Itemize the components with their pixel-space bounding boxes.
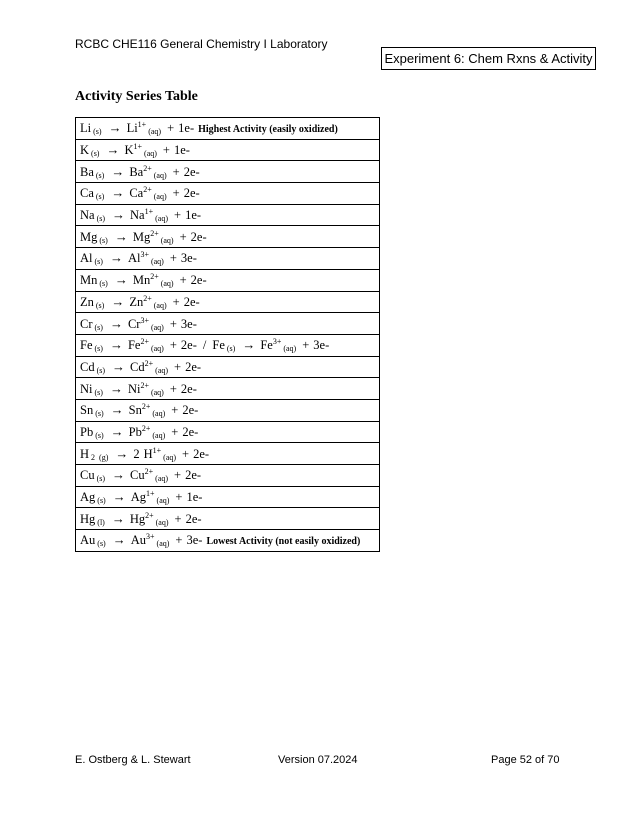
reaction-arrow: → bbox=[111, 293, 125, 309]
ion-charge: 3+ bbox=[146, 532, 155, 542]
ion-symbol: Na bbox=[130, 208, 145, 223]
reaction-arrow: → bbox=[109, 250, 123, 266]
footer-authors: E. Ostberg & L. Stewart bbox=[75, 754, 191, 766]
section-title: Activity Series Table bbox=[75, 89, 198, 104]
ion-symbol: Sn bbox=[128, 403, 142, 418]
state-label: (s) bbox=[93, 127, 102, 137]
table-row bbox=[76, 443, 380, 465]
activity-note: Lowest Activity (not easily oxidized) bbox=[206, 536, 361, 548]
state-label: (s) bbox=[95, 300, 105, 310]
plus-sign: + bbox=[169, 381, 177, 396]
half-reaction-cell bbox=[76, 443, 380, 465]
plus-sign: + bbox=[174, 359, 182, 374]
electrons: 1e- bbox=[173, 143, 190, 158]
ion-symbol: Mg bbox=[132, 229, 151, 244]
electrons: 1e- bbox=[178, 121, 195, 136]
ion-symbol: Cr bbox=[127, 316, 141, 331]
plus-sign: + bbox=[167, 121, 175, 136]
element-symbol: Cd bbox=[80, 359, 95, 374]
plus-sign: + bbox=[175, 490, 183, 505]
half-reaction-cell bbox=[76, 399, 380, 421]
state-label: (s) bbox=[99, 235, 108, 245]
aqueous-label: (aq) bbox=[156, 496, 170, 506]
plus-sign: + bbox=[171, 424, 179, 439]
reaction-arrow: → bbox=[109, 315, 123, 331]
table-row bbox=[76, 269, 380, 291]
ion-charge: 3+ bbox=[140, 250, 149, 260]
ion-charge: 2+ bbox=[143, 185, 152, 195]
electrons: 3e- bbox=[186, 533, 203, 548]
ion-symbol: Pb bbox=[128, 424, 142, 439]
aqueous-label: (aq) bbox=[144, 149, 157, 159]
aqueous-label: (aq) bbox=[163, 452, 177, 462]
course-title: RCBC CHE116 General Chemistry I Laboratory bbox=[75, 37, 328, 51]
state-label: (s) bbox=[96, 365, 106, 375]
aqueous-label: (aq) bbox=[155, 214, 169, 224]
state-label: (s) bbox=[96, 474, 106, 484]
state-label: (s) bbox=[99, 279, 108, 289]
footer-page: Page 52 of 70 bbox=[491, 754, 560, 766]
reaction-arrow: → bbox=[114, 228, 128, 244]
reaction-arrow: → bbox=[109, 337, 123, 353]
half-reaction-cell bbox=[76, 356, 380, 378]
table-row bbox=[76, 139, 380, 161]
electrons: 2e- bbox=[190, 229, 207, 244]
half-reaction-cell bbox=[76, 226, 380, 248]
half-reaction-cell bbox=[76, 508, 380, 530]
element-symbol: Li bbox=[80, 121, 92, 136]
experiment-title: Experiment 6: Chem Rxns & Activity bbox=[384, 51, 593, 66]
ion-symbol: Cu bbox=[130, 468, 145, 483]
reaction-arrow: → bbox=[108, 120, 122, 136]
electrons: 2e- bbox=[180, 381, 197, 396]
plus-sign: + bbox=[172, 164, 180, 179]
half-reaction-cell bbox=[76, 248, 380, 270]
table-row bbox=[76, 248, 380, 270]
element-symbol: Cr bbox=[80, 316, 93, 331]
plus-sign: + bbox=[174, 468, 182, 483]
half-reaction-cell bbox=[76, 269, 380, 291]
table-row bbox=[76, 161, 380, 183]
electrons: 2e- bbox=[185, 468, 202, 483]
table-row bbox=[76, 530, 380, 552]
ion-symbol: Ca bbox=[129, 186, 144, 201]
reaction-arrow: → bbox=[242, 337, 256, 353]
ion-symbol: Zn bbox=[129, 294, 144, 309]
ion-charge: 2+ bbox=[150, 272, 159, 282]
reaction-arrow: → bbox=[109, 380, 123, 396]
element-symbol: K bbox=[80, 143, 90, 158]
table-row bbox=[76, 226, 380, 248]
ion-charge: 1+ bbox=[152, 445, 162, 455]
element-symbol: Fe bbox=[212, 338, 225, 353]
table-row bbox=[76, 183, 380, 205]
ion-symbol: Ag bbox=[130, 490, 147, 505]
ion-symbol: K bbox=[124, 143, 134, 158]
table-row bbox=[76, 399, 380, 421]
aqueous-label: (aq) bbox=[150, 387, 164, 397]
electrons: 2e- bbox=[190, 273, 207, 288]
element-subscript: 2 bbox=[91, 452, 96, 462]
plus-sign: + bbox=[172, 186, 180, 201]
electrons: 2e- bbox=[180, 338, 197, 353]
ion-symbol: Mn bbox=[132, 273, 151, 288]
reaction-arrow: → bbox=[111, 163, 125, 179]
aqueous-label: (aq) bbox=[160, 235, 174, 245]
state-label: (s) bbox=[94, 344, 103, 354]
ion-charge: 2+ bbox=[145, 510, 154, 520]
ion-symbol: Fe bbox=[260, 338, 273, 353]
electrons: 2e- bbox=[182, 424, 199, 439]
state-label: (s) bbox=[95, 409, 104, 419]
plus-sign: + bbox=[174, 208, 182, 223]
reaction-arrow: → bbox=[110, 423, 124, 439]
half-reaction-cell bbox=[76, 118, 380, 140]
plus-sign: + bbox=[174, 511, 182, 526]
ion-charge: 1+ bbox=[133, 142, 143, 152]
experiment-title-box bbox=[381, 47, 596, 70]
ion-symbol: Al bbox=[127, 251, 141, 266]
half-reaction-cell bbox=[76, 183, 380, 205]
ion-charge: 2+ bbox=[140, 380, 149, 390]
aqueous-label: (aq) bbox=[155, 474, 169, 484]
plus-sign: + bbox=[175, 533, 183, 548]
ion-symbol: Ba bbox=[129, 164, 144, 179]
element-symbol: Zn bbox=[80, 294, 94, 309]
table-row bbox=[76, 204, 380, 226]
element-symbol: Cu bbox=[80, 468, 95, 483]
aqueous-label: (aq) bbox=[152, 409, 166, 419]
plus-sign: + bbox=[169, 316, 177, 331]
plus-sign: + bbox=[169, 251, 177, 266]
element-symbol: H bbox=[80, 446, 90, 461]
plus-sign: + bbox=[179, 273, 187, 288]
activity-series-table bbox=[75, 117, 380, 552]
plus-sign: + bbox=[162, 143, 170, 158]
half-reaction-cell bbox=[76, 530, 380, 552]
ion-charge: 2+ bbox=[143, 293, 152, 303]
element-symbol: Hg bbox=[80, 511, 96, 526]
electrons: 2e- bbox=[185, 511, 202, 526]
ion-charge: 1+ bbox=[144, 207, 154, 217]
aqueous-label: (aq) bbox=[160, 279, 174, 289]
table-row bbox=[76, 356, 380, 378]
aqueous-label: (aq) bbox=[155, 517, 169, 527]
half-reaction-cell bbox=[76, 204, 380, 226]
element-symbol: Au bbox=[80, 533, 96, 548]
electrons: 3e- bbox=[180, 251, 197, 266]
aqueous-label: (aq) bbox=[153, 300, 167, 310]
plus-sign: + bbox=[171, 403, 179, 418]
reaction-arrow: → bbox=[112, 489, 126, 505]
ion-charge: 2+ bbox=[144, 467, 154, 477]
state-label: (s) bbox=[226, 344, 236, 354]
reaction-arrow: → bbox=[114, 272, 128, 288]
state-label: (s) bbox=[97, 539, 106, 549]
table-row bbox=[76, 421, 380, 443]
reaction-arrow: → bbox=[112, 358, 126, 374]
element-symbol: Mg bbox=[80, 229, 98, 244]
ion-symbol: H bbox=[143, 446, 153, 461]
element-symbol: Ag bbox=[80, 490, 96, 505]
half-reaction-cell bbox=[76, 465, 380, 487]
state-label: (g) bbox=[99, 452, 109, 462]
electrons: 3e- bbox=[180, 316, 197, 331]
state-label: (s) bbox=[95, 192, 105, 202]
half-reaction-cell bbox=[76, 334, 380, 356]
state-label: (s) bbox=[94, 322, 103, 332]
element-symbol: Al bbox=[80, 251, 93, 266]
aqueous-label: (aq) bbox=[152, 430, 166, 440]
electrons: 2e- bbox=[182, 403, 199, 418]
ion-charge: 2+ bbox=[141, 402, 151, 412]
state-label: (s) bbox=[94, 257, 103, 267]
plus-sign: + bbox=[169, 338, 177, 353]
electrons: 3e- bbox=[313, 338, 330, 353]
reaction-arrow: → bbox=[112, 207, 126, 223]
electrons: 1e- bbox=[186, 490, 203, 505]
state-label: (s) bbox=[94, 387, 103, 397]
electrons: 1e- bbox=[185, 208, 202, 223]
ion-charge: 1+ bbox=[146, 489, 155, 499]
electrons: 2e- bbox=[185, 359, 202, 374]
electrons: 2e- bbox=[193, 446, 210, 461]
table-row bbox=[76, 118, 380, 140]
ion-charge: 3+ bbox=[272, 337, 282, 347]
reaction-arrow: → bbox=[112, 467, 126, 483]
half-reaction-cell bbox=[76, 313, 380, 335]
reaction-arrow: → bbox=[106, 142, 120, 158]
table-row bbox=[76, 313, 380, 335]
half-reaction-cell bbox=[76, 378, 380, 400]
ion-charge: 3+ bbox=[140, 315, 149, 325]
element-symbol: Ba bbox=[80, 164, 94, 179]
table-row bbox=[76, 465, 380, 487]
table-row bbox=[76, 508, 380, 530]
aqueous-label: (aq) bbox=[150, 344, 164, 354]
coefficient: 2 bbox=[133, 446, 140, 461]
aqueous-label: (aq) bbox=[155, 365, 169, 375]
ion-charge: 2+ bbox=[140, 337, 149, 347]
state-label: (s) bbox=[91, 149, 100, 159]
element-symbol: Sn bbox=[80, 403, 94, 418]
half-reaction-cell bbox=[76, 291, 380, 313]
aqueous-label: (aq) bbox=[153, 192, 167, 202]
ion-symbol: Hg bbox=[129, 511, 146, 526]
table-row bbox=[76, 334, 380, 356]
plus-sign: + bbox=[182, 446, 190, 461]
aqueous-label: (aq) bbox=[148, 127, 162, 137]
element-symbol: Fe bbox=[80, 338, 93, 353]
element-symbol: Na bbox=[80, 208, 95, 223]
aqueous-label: (aq) bbox=[283, 344, 297, 354]
element-symbol: Ni bbox=[80, 381, 93, 396]
reaction-arrow: → bbox=[115, 445, 129, 461]
ion-charge: 2+ bbox=[141, 423, 151, 433]
half-reaction-cell bbox=[76, 486, 380, 508]
electrons: 2e- bbox=[183, 164, 200, 179]
ion-charge: 1+ bbox=[137, 120, 147, 130]
ion-symbol: Li bbox=[126, 121, 138, 136]
ion-symbol: Ni bbox=[127, 381, 141, 396]
reaction-arrow: → bbox=[111, 185, 125, 201]
table-row bbox=[76, 291, 380, 313]
plus-sign: + bbox=[172, 294, 180, 309]
reaction-arrow: → bbox=[112, 532, 126, 548]
half-reaction-cell bbox=[76, 421, 380, 443]
ion-charge: 2+ bbox=[143, 163, 152, 173]
state-label: (s) bbox=[97, 496, 106, 506]
aqueous-label: (aq) bbox=[153, 170, 167, 180]
ion-charge: 2+ bbox=[150, 228, 159, 238]
aqueous-label: (aq) bbox=[150, 257, 164, 267]
separator: / bbox=[202, 338, 207, 353]
element-symbol: Mn bbox=[80, 273, 98, 288]
reaction-arrow: → bbox=[111, 510, 125, 526]
ion-symbol: Au bbox=[130, 533, 147, 548]
footer-version: Version 07.2024 bbox=[278, 754, 358, 766]
plus-sign: + bbox=[179, 229, 187, 244]
table-row bbox=[76, 486, 380, 508]
element-symbol: Ca bbox=[80, 186, 94, 201]
ion-charge: 2+ bbox=[144, 358, 154, 368]
state-label: (s) bbox=[95, 430, 104, 440]
electrons: 2e- bbox=[183, 294, 200, 309]
aqueous-label: (aq) bbox=[150, 322, 164, 332]
half-reaction-cell bbox=[76, 139, 380, 161]
electrons: 2e- bbox=[183, 186, 200, 201]
aqueous-label: (aq) bbox=[156, 539, 170, 549]
ion-symbol: Fe bbox=[127, 338, 141, 353]
ion-symbol: Cd bbox=[130, 359, 145, 374]
half-reaction-cell bbox=[76, 161, 380, 183]
state-label: (s) bbox=[96, 214, 106, 224]
state-label: (l) bbox=[97, 517, 105, 527]
element-symbol: Pb bbox=[80, 424, 94, 439]
table-row bbox=[76, 378, 380, 400]
state-label: (s) bbox=[95, 170, 105, 180]
activity-note: Highest Activity (easily oxidized) bbox=[198, 124, 338, 136]
plus-sign: + bbox=[302, 338, 310, 353]
reaction-arrow: → bbox=[110, 402, 124, 418]
